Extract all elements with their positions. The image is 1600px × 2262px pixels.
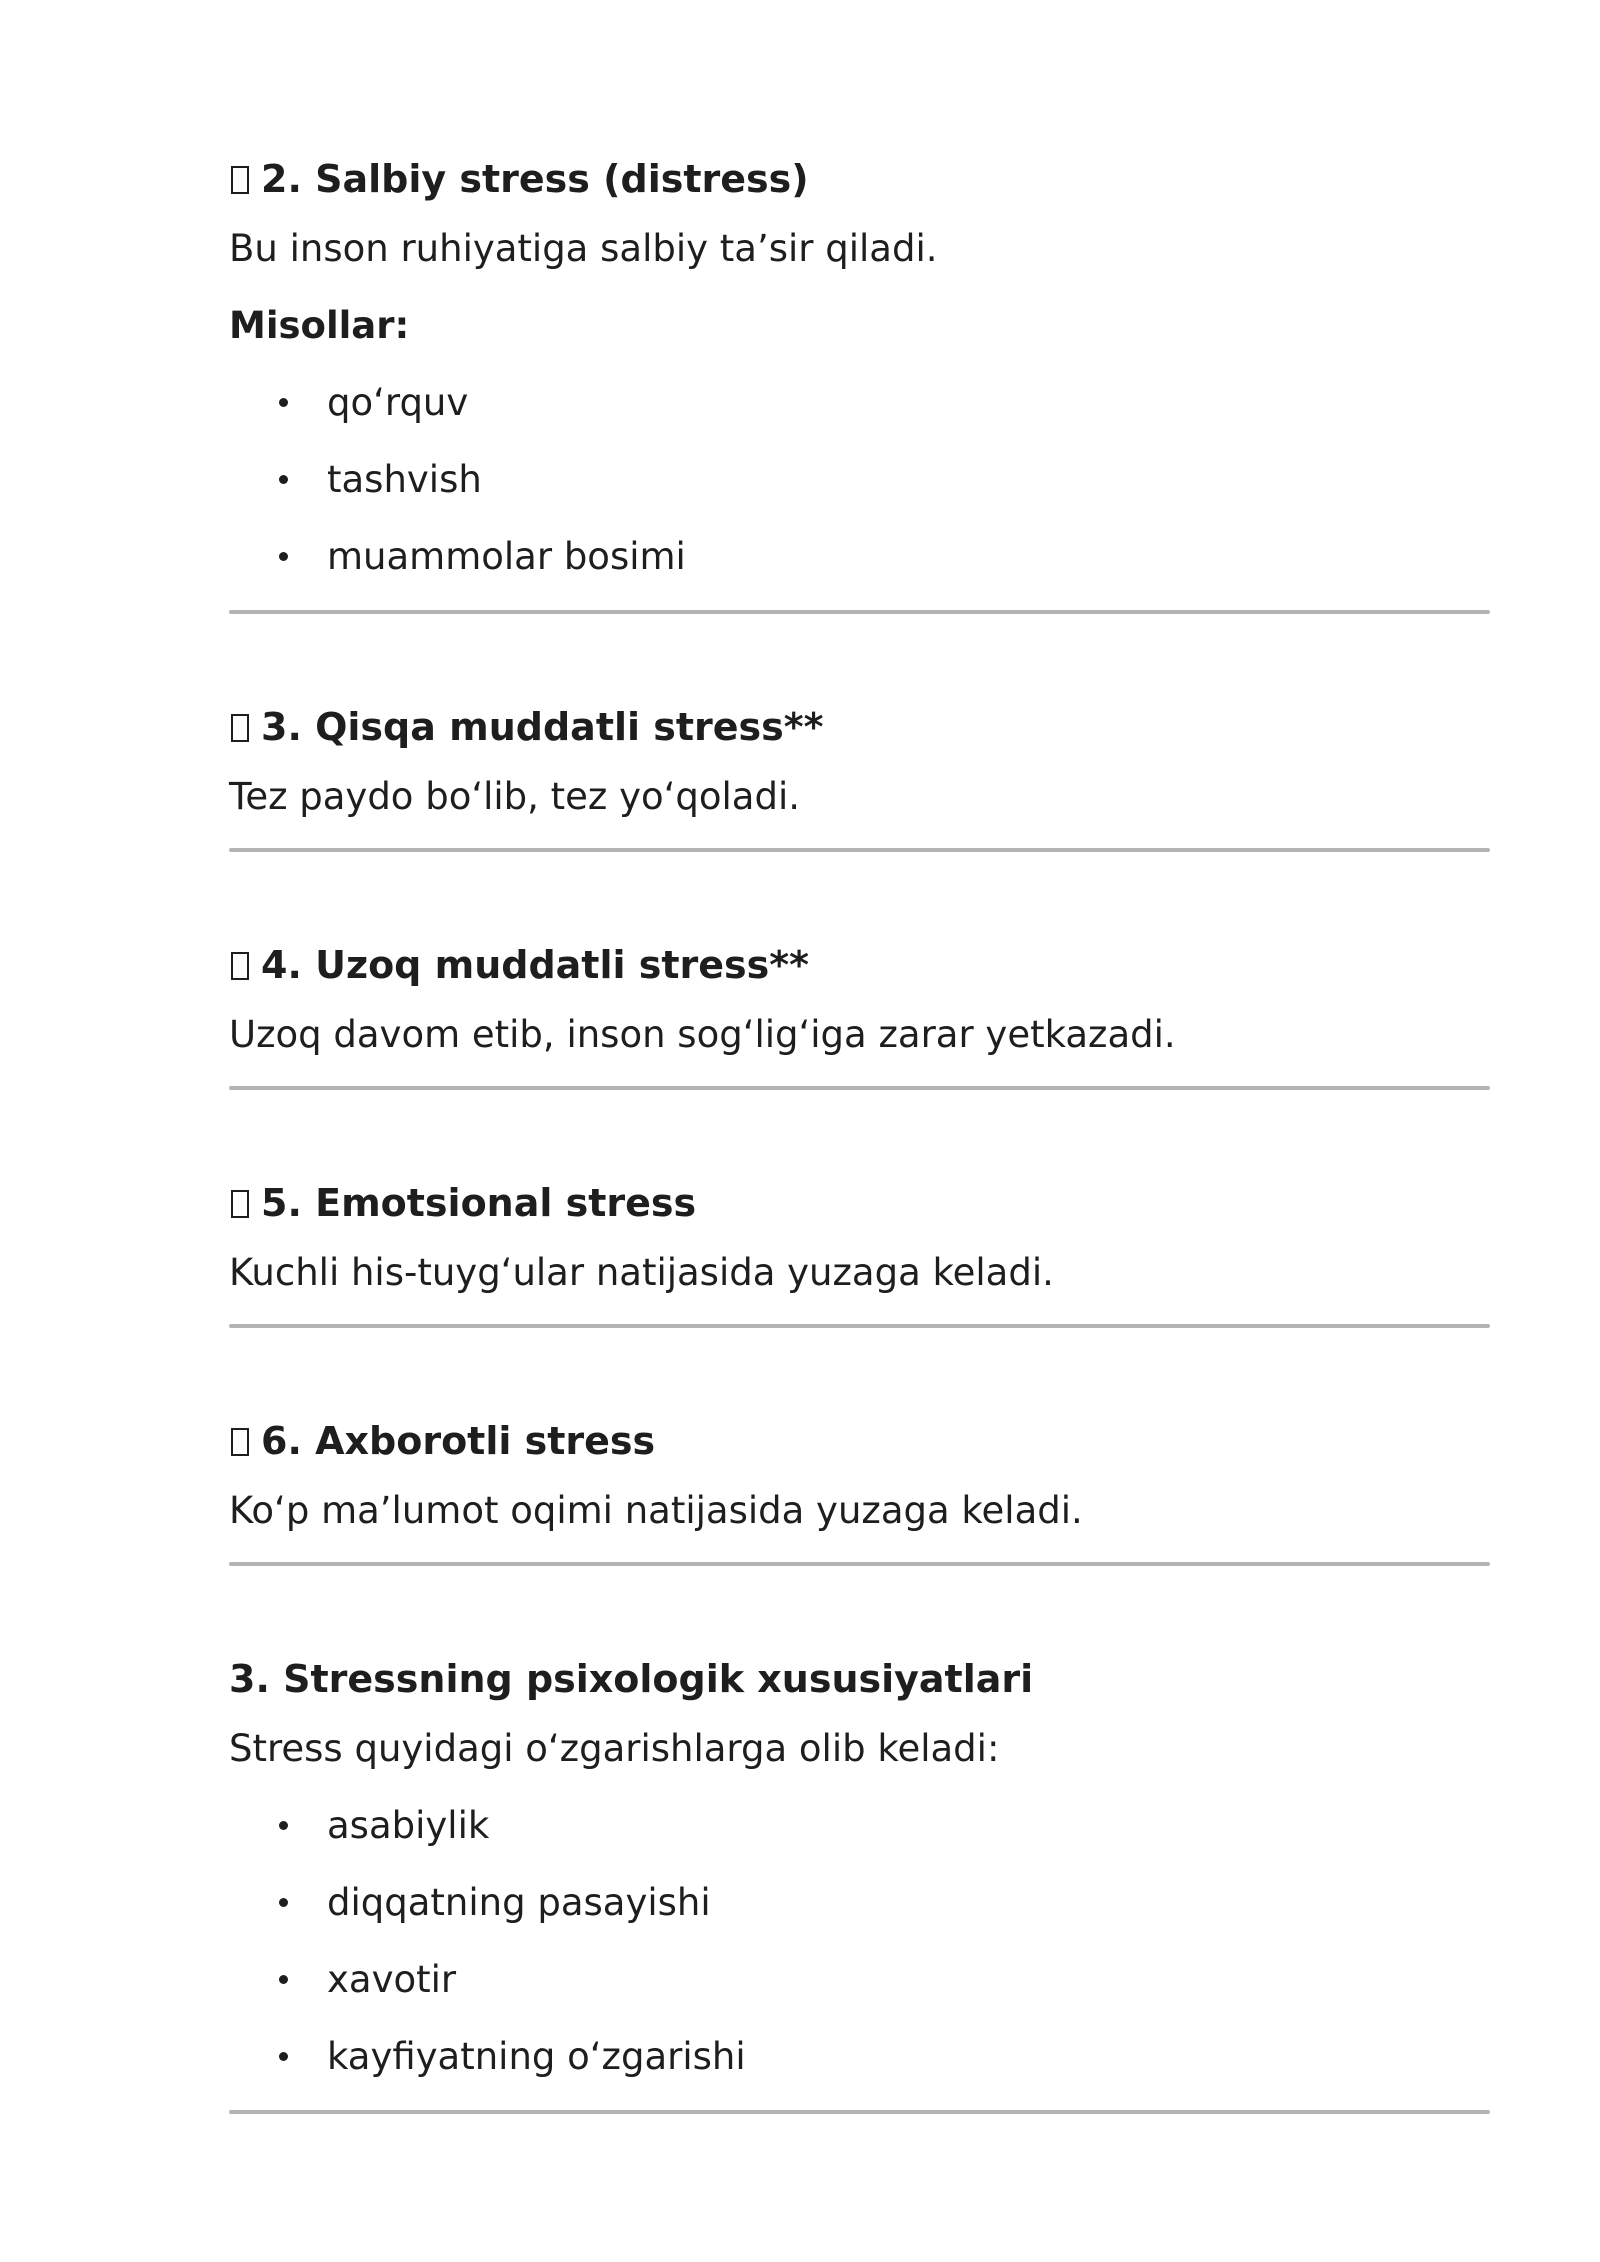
divider	[229, 2110, 1490, 2114]
section-long-term-stress	[229, 934, 1490, 1090]
section-heading: 3. Qisqa muddatli stress**	[229, 696, 1490, 758]
section-short-term-stress	[229, 696, 1490, 852]
bullet-icon	[279, 1975, 288, 1984]
bullet-icon	[279, 2052, 288, 2061]
examples-list	[229, 364, 1490, 595]
section-heading: 2. Salbiy stress (distress)	[229, 148, 1490, 210]
section-text: Kuchli his-tuyg‘ular natijasida yuzaga keladi.	[229, 1251, 1054, 1294]
section-text: Tez paydo bo‘lib, tez yo‘qoladi.	[229, 775, 801, 818]
bullet-icon	[279, 1898, 288, 1907]
section-text: Ko‘p ma’lumot oqimi natijasida yuzaga keladi.	[229, 1489, 1083, 1532]
list-item: qo‘rquv	[229, 364, 1490, 441]
list-item: kayfiyatning o‘zgarishi	[229, 2018, 1490, 2095]
section-text: Uzoq davom etib, inson sog‘lig‘iga zarar yetkazadi.	[229, 1013, 1176, 1056]
section-text: Bu inson ruhiyatiga salbiy ta’sir qiladi.	[229, 227, 938, 270]
section-psychological-features	[229, 1648, 1490, 2114]
missing-glyph-icon	[231, 1428, 249, 1456]
bullet-icon	[279, 552, 288, 561]
section-heading: 4. Uzoq muddatli stress**	[229, 934, 1490, 996]
bullet-icon	[279, 398, 288, 407]
missing-glyph-icon	[231, 166, 249, 194]
document-page	[229, 148, 1490, 2114]
bullet-icon	[279, 1821, 288, 1830]
missing-glyph-icon	[231, 1190, 249, 1218]
list-item: xavotir	[229, 1941, 1490, 2018]
list-item: asabiylik	[229, 1787, 1490, 1864]
section-heading: 6. Axborotli stress	[229, 1410, 1490, 1472]
section-heading: 3. Stressning psixologik xususiyatlari	[229, 1657, 1034, 1701]
missing-glyph-icon	[231, 952, 249, 980]
section-negative-stress	[229, 148, 1490, 614]
section-information-stress	[229, 1410, 1490, 1566]
examples-label: Misollar:	[229, 304, 410, 347]
list-item: tashvish	[229, 441, 1490, 518]
missing-glyph-icon	[231, 714, 249, 742]
list-item: diqqatning pasayishi	[229, 1864, 1490, 1941]
section-emotional-stress	[229, 1172, 1490, 1328]
features-list	[229, 1787, 1490, 2095]
section-text: Stress quyidagi o‘zgarishlarga olib keladi:	[229, 1727, 1000, 1770]
bullet-icon	[279, 475, 288, 484]
list-item: muammolar bosimi	[229, 518, 1490, 595]
section-heading: 5. Emotsional stress	[229, 1172, 1490, 1234]
